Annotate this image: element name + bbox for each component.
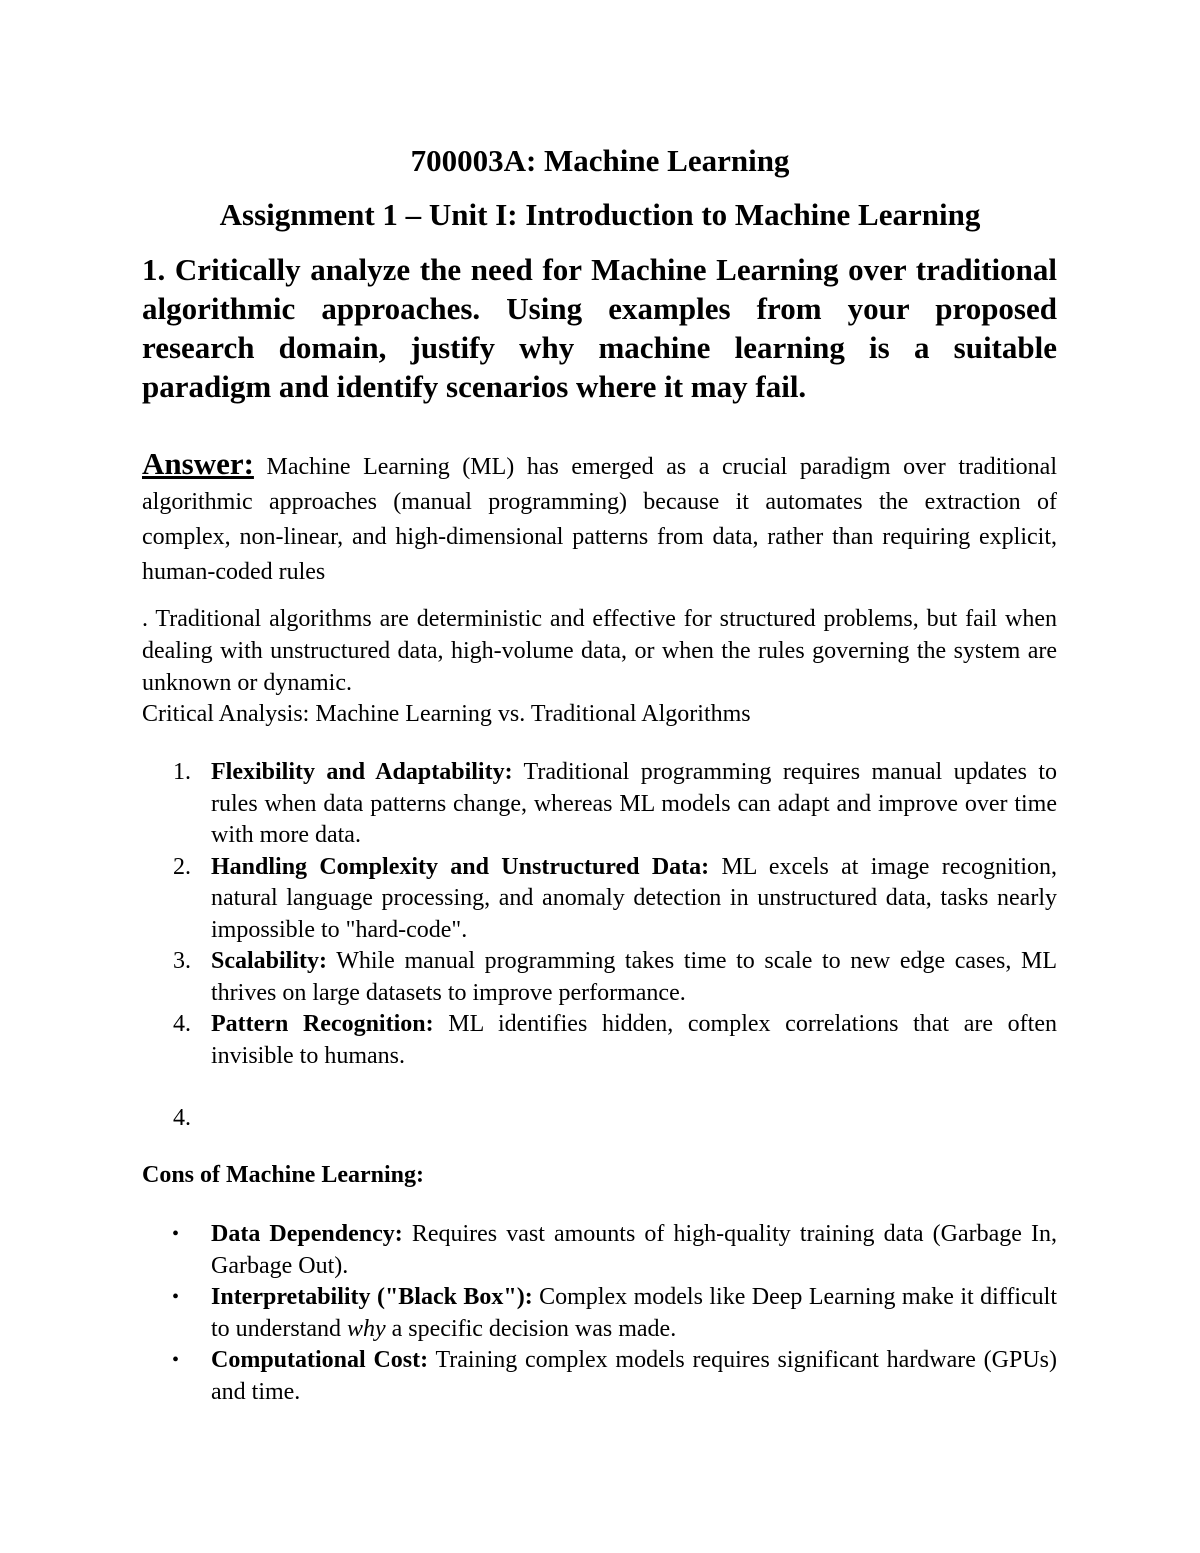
list-text: Traditional programming requires manual updates to rules when data patterns change, whereas ML models can adapt and improve over time with more data. (211, 759, 1057, 848)
emphasis-text: why (346, 1315, 386, 1342)
list-item (142, 1219, 1057, 1282)
traditional-paragraph: . Traditional algorithms are deterministic and effective for structured problems, but fail when dealing with unstructured data, high-volume data, or when the rules governing the system are unknown or dynamic. (142, 606, 1057, 696)
list-item (142, 946, 1057, 1009)
answer-intro: Machine Learning (ML) has emerged as a crucial paradigm over traditional algorithmic approaches (manual programming) because it automates the extraction of complex, non-linear, and high-dimensional patterns from data, rather than requiring explicit, human-coded rules (142, 454, 1057, 585)
comparison-list (142, 757, 1057, 1072)
question-text: 1. Critically analyze the need for Machine Learning over traditional algorithmic approaches. Using examples from your proposed research domain, justify why machine learning is a suitable paradigm and identify scenarios where it may fail. (142, 252, 1057, 404)
list-term: Scalability: (211, 948, 328, 974)
list-term: Handling Complexity and Unstructured Data: (211, 853, 710, 880)
list-term: Computational Cost: (211, 1347, 429, 1373)
critical-analysis-heading: Critical Analysis: Machine Learning vs. Traditional Algorithms (142, 701, 751, 727)
list-term: Flexibility and Adaptability: (211, 759, 513, 785)
list-item (142, 1009, 1057, 1072)
list-text: ML identifies hidden, complex correlations that are often invisible to humans. (211, 1011, 1057, 1069)
list-number: 4. (173, 1011, 191, 1037)
list-term: Pattern Recognition: (211, 1011, 434, 1037)
list-number: 1. (173, 759, 191, 785)
cons-heading: Cons of Machine Learning: (142, 1162, 424, 1188)
bullet-icon: • (172, 1223, 180, 1245)
list-text: a specific decision was made. (385, 1315, 677, 1342)
list-item (142, 1345, 1057, 1408)
list-item (142, 1282, 1057, 1345)
answer-label: Answer: (142, 446, 254, 481)
list-term: Data Dependency: (211, 1221, 403, 1247)
list-text: Requires vast amounts of high-quality training data (Garbage In, Garbage Out). (211, 1221, 1057, 1279)
bullet-icon: • (172, 1286, 180, 1308)
list-text: ML excels at image recognition, natural language processing, and anomaly detection in unstructured data, tasks nearly impossible to "hard-code". (211, 853, 1058, 943)
assignment-title: Assignment 1 – Unit I: Introduction to Machine Learning (219, 197, 981, 232)
list-item (142, 852, 1057, 947)
bullet-icon: • (172, 1349, 180, 1371)
empty-list-number: 4. (173, 1105, 191, 1131)
list-term: Interpretability ("Black Box"): (211, 1284, 533, 1310)
list-item (142, 757, 1057, 852)
list-text: While manual programming takes time to scale to new edge cases, ML thrives on large datasets to improve performance. (211, 948, 1057, 1006)
cons-list (142, 1219, 1057, 1408)
course-title: 700003A: Machine Learning (410, 143, 790, 178)
answer-paragraph (142, 446, 1057, 590)
list-text: Training complex models requires significant hardware (GPUs) and time. (211, 1347, 1058, 1405)
list-number: 3. (173, 948, 191, 974)
list-text: Complex models like Deep Learning make it difficult to understand (211, 1284, 1057, 1342)
list-number: 2. (173, 853, 191, 880)
